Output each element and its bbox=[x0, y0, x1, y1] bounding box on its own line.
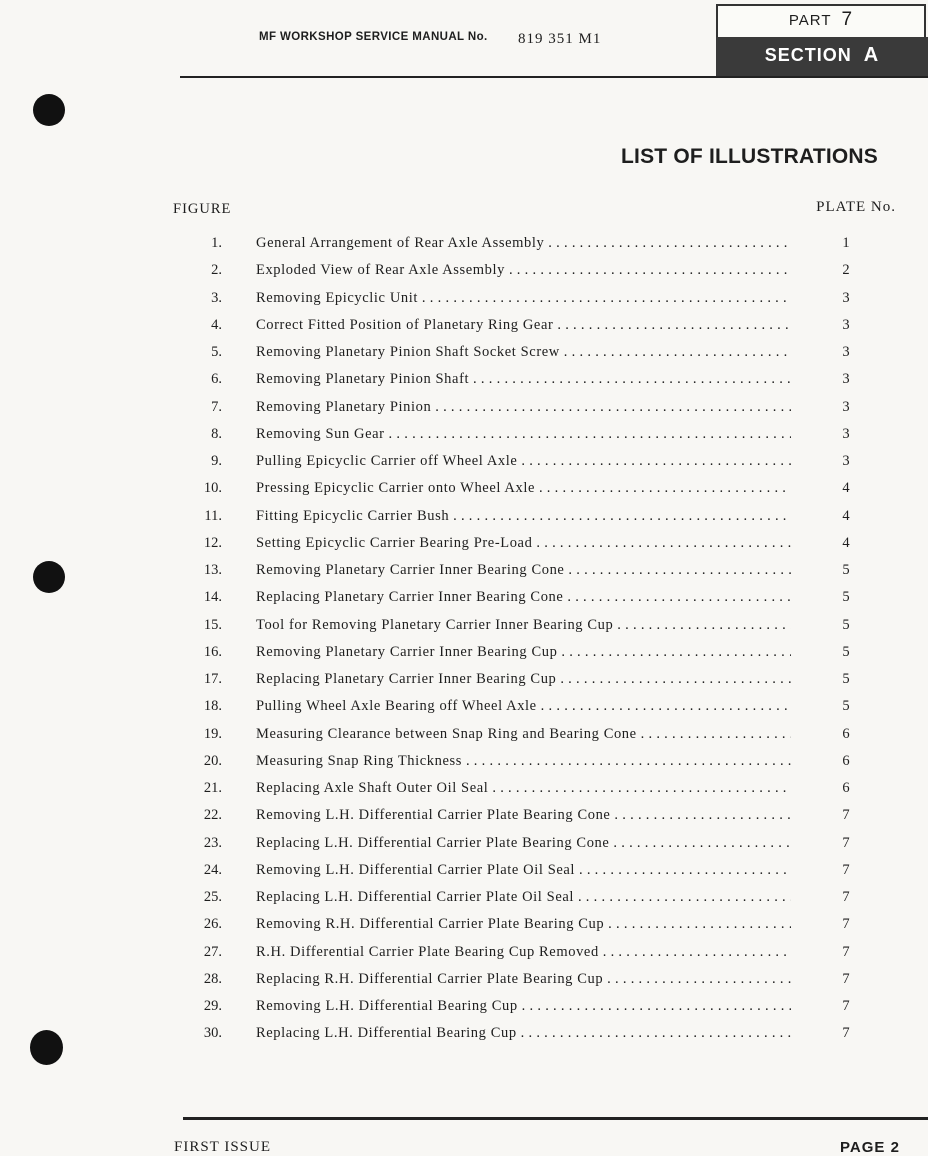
plate-number: 7 bbox=[842, 807, 850, 824]
punch-hole bbox=[33, 94, 65, 126]
figure-description: Replacing Planetary Carrier Inner Bearing Cup . . . bbox=[256, 671, 791, 688]
figure-number: 28. bbox=[203, 970, 222, 987]
section-label: SECTION bbox=[764, 45, 852, 65]
figure-description: Pulling Epicyclic Carrier off Wheel Axle . . . bbox=[256, 453, 791, 470]
figure-number: 2. bbox=[211, 262, 222, 279]
plate-number: 5 bbox=[842, 589, 850, 606]
figure-description: Measuring Snap Ring Thickness . . . bbox=[256, 753, 791, 770]
plate-number: 5 bbox=[842, 671, 850, 687]
manual-title: MF WORKSHOP SERVICE MANUAL No. bbox=[259, 31, 488, 43]
figure-number: 16. bbox=[203, 643, 222, 660]
figure-column-header: FIGURE bbox=[173, 201, 232, 217]
list-item bbox=[0, 778, 928, 805]
figure-number: 29. bbox=[203, 998, 222, 1014]
figure-number: 4. bbox=[211, 316, 222, 333]
plate-number: 5 bbox=[842, 562, 850, 578]
list-item bbox=[0, 751, 928, 778]
figure-description: Replacing Axle Shaft Outer Oil Seal . . . bbox=[256, 780, 791, 797]
figure-description: Measuring Clearance between Snap Ring and Bearing Cone . . . bbox=[256, 726, 791, 743]
plate-number: 6 bbox=[842, 725, 850, 742]
list-item bbox=[0, 506, 928, 533]
plate-number: 7 bbox=[842, 943, 850, 960]
list-item bbox=[0, 833, 928, 860]
list-item bbox=[0, 642, 928, 669]
list-item bbox=[0, 424, 928, 451]
figure-number: 23. bbox=[203, 834, 222, 851]
plate-number: 4 bbox=[842, 507, 850, 524]
figure-description: Fitting Epicyclic Carrier Bush . . . bbox=[256, 508, 791, 525]
plate-number: 3 bbox=[842, 371, 850, 388]
figure-number: 1. bbox=[211, 235, 222, 251]
plate-number: 5 bbox=[842, 698, 850, 715]
plate-number: 7 bbox=[842, 998, 850, 1014]
figure-number: 3. bbox=[211, 289, 222, 306]
list-item bbox=[0, 369, 928, 396]
page-title: LIST OF ILLUSTRATIONS bbox=[621, 145, 878, 168]
plate-number: 7 bbox=[842, 889, 850, 905]
list-item bbox=[0, 587, 928, 614]
plate-number: 3 bbox=[842, 425, 850, 442]
list-item bbox=[0, 397, 928, 424]
plate-number: 7 bbox=[842, 861, 850, 878]
list-item bbox=[0, 260, 928, 287]
figure-description: Removing Epicyclic Unit . . . bbox=[256, 290, 791, 307]
figure-description: R.H. Differential Carrier Plate Bearing Cup Removed . . . bbox=[256, 944, 791, 961]
plate-number: 7 bbox=[842, 834, 850, 851]
list-item bbox=[0, 478, 928, 505]
plate-number: 2 bbox=[842, 262, 850, 279]
list-item bbox=[0, 914, 928, 941]
plate-number: 3 bbox=[842, 289, 850, 306]
figure-description: Replacing Planetary Carrier Inner Bearing Cone . . . bbox=[256, 589, 791, 606]
issue-label: FIRST ISSUE bbox=[174, 1139, 272, 1155]
figure-number: 18. bbox=[203, 698, 222, 715]
figure-number: 30. bbox=[203, 1025, 222, 1042]
part-label: PART bbox=[788, 12, 832, 29]
header-rule bbox=[180, 76, 928, 78]
part-box bbox=[716, 4, 926, 37]
plate-number: 1 bbox=[842, 235, 850, 251]
plate-number: 3 bbox=[842, 453, 850, 469]
list-item bbox=[0, 315, 928, 342]
figure-description: Replacing L.H. Differential Carrier Plate Bearing Cone . . . bbox=[256, 835, 791, 852]
list-item bbox=[0, 560, 928, 587]
figure-number: 11. bbox=[204, 507, 222, 524]
plate-number: 5 bbox=[842, 643, 850, 660]
section-letter: A bbox=[863, 44, 880, 66]
figure-number: 13. bbox=[203, 562, 222, 578]
figure-number: 22. bbox=[203, 807, 222, 824]
manual-number: 819 351 M1 bbox=[518, 31, 602, 47]
list-item bbox=[0, 996, 928, 1023]
figure-description: Setting Epicyclic Carrier Bearing Pre-Load . . . bbox=[256, 535, 791, 552]
figure-number: 10. bbox=[203, 480, 222, 497]
list-item bbox=[0, 288, 928, 315]
figure-number: 21. bbox=[203, 780, 222, 796]
list-item bbox=[0, 724, 928, 751]
figure-description: Exploded View of Rear Axle Assembly . . . bbox=[256, 262, 791, 279]
figure-description: Removing L.H. Differential Bearing Cup . . . bbox=[256, 998, 791, 1015]
plate-number: 4 bbox=[842, 534, 850, 551]
plate-number: 3 bbox=[842, 344, 850, 360]
figure-description: Tool for Removing Planetary Carrier Inner Bearing Cup . . . bbox=[256, 617, 791, 634]
plate-number: 5 bbox=[842, 616, 850, 633]
list-item bbox=[0, 669, 928, 696]
plate-number: 6 bbox=[842, 780, 850, 796]
figure-number: 12. bbox=[203, 534, 222, 551]
figure-number: 9. bbox=[211, 453, 222, 469]
figure-number: 19. bbox=[203, 725, 222, 742]
figure-description: Pressing Epicyclic Carrier onto Wheel Axle . . . bbox=[256, 480, 791, 497]
page-number: PAGE 2 bbox=[840, 1139, 900, 1156]
list-item bbox=[0, 969, 928, 996]
figure-description: Removing Planetary Pinion . . . bbox=[256, 399, 791, 416]
plate-number: 7 bbox=[842, 916, 850, 933]
list-item bbox=[0, 942, 928, 969]
figure-description: Removing Planetary Pinion Shaft Socket Screw . . . bbox=[256, 344, 791, 361]
figure-description: Removing L.H. Differential Carrier Plate Oil Seal . . . bbox=[256, 862, 791, 879]
list-item bbox=[0, 451, 928, 478]
figure-description: Removing Sun Gear . . . bbox=[256, 426, 791, 443]
illustration-list bbox=[0, 233, 928, 1051]
figure-number: 20. bbox=[203, 752, 222, 769]
list-item bbox=[0, 342, 928, 369]
list-item bbox=[0, 1023, 928, 1050]
figure-number: 17. bbox=[203, 671, 222, 687]
figure-description: Removing L.H. Differential Carrier Plate Bearing Cone . . . bbox=[256, 807, 791, 824]
list-item bbox=[0, 860, 928, 887]
part-number: 7 bbox=[841, 9, 854, 30]
figure-number: 7. bbox=[211, 398, 222, 415]
footer-rule bbox=[183, 1117, 928, 1120]
figure-description: Removing R.H. Differential Carrier Plate Bearing Cup . . . bbox=[256, 916, 791, 933]
plate-number: 4 bbox=[842, 480, 850, 497]
list-item bbox=[0, 533, 928, 560]
figure-number: 6. bbox=[211, 371, 222, 388]
list-item bbox=[0, 233, 928, 260]
list-item bbox=[0, 887, 928, 914]
figure-number: 5. bbox=[211, 344, 222, 360]
figure-description: Removing Planetary Carrier Inner Bearing Cup . . . bbox=[256, 644, 791, 661]
plate-column-header: PLATE No. bbox=[816, 199, 896, 215]
plate-number: 7 bbox=[842, 970, 850, 987]
figure-number: 15. bbox=[203, 616, 222, 633]
figure-number: 25. bbox=[203, 889, 222, 905]
list-item bbox=[0, 615, 928, 642]
plate-number: 3 bbox=[842, 398, 850, 415]
figure-description: Replacing L.H. Differential Bearing Cup . . . bbox=[256, 1025, 791, 1042]
list-item bbox=[0, 696, 928, 723]
figure-number: 24. bbox=[203, 861, 222, 878]
figure-description: Pulling Wheel Axle Bearing off Wheel Axle . . . bbox=[256, 698, 791, 715]
figure-description: General Arrangement of Rear Axle Assembly . . . bbox=[256, 235, 791, 252]
figure-description: Correct Fitted Position of Planetary Ring Gear . . . bbox=[256, 317, 791, 334]
figure-number: 14. bbox=[203, 589, 222, 606]
figure-number: 27. bbox=[203, 943, 222, 960]
figure-number: 26. bbox=[203, 916, 222, 933]
figure-description: Replacing L.H. Differential Carrier Plate Oil Seal . . . bbox=[256, 889, 791, 906]
figure-number: 8. bbox=[211, 425, 222, 442]
figure-description: Removing Planetary Pinion Shaft . . . bbox=[256, 371, 791, 388]
figure-description: Replacing R.H. Differential Carrier Plate Bearing Cup . . . bbox=[256, 971, 791, 988]
list-item bbox=[0, 805, 928, 832]
figure-description: Removing Planetary Carrier Inner Bearing Cone . . . bbox=[256, 562, 791, 579]
plate-number: 6 bbox=[842, 752, 850, 769]
plate-number: 3 bbox=[842, 316, 850, 333]
section-box bbox=[716, 37, 928, 76]
plate-number: 7 bbox=[842, 1025, 850, 1042]
